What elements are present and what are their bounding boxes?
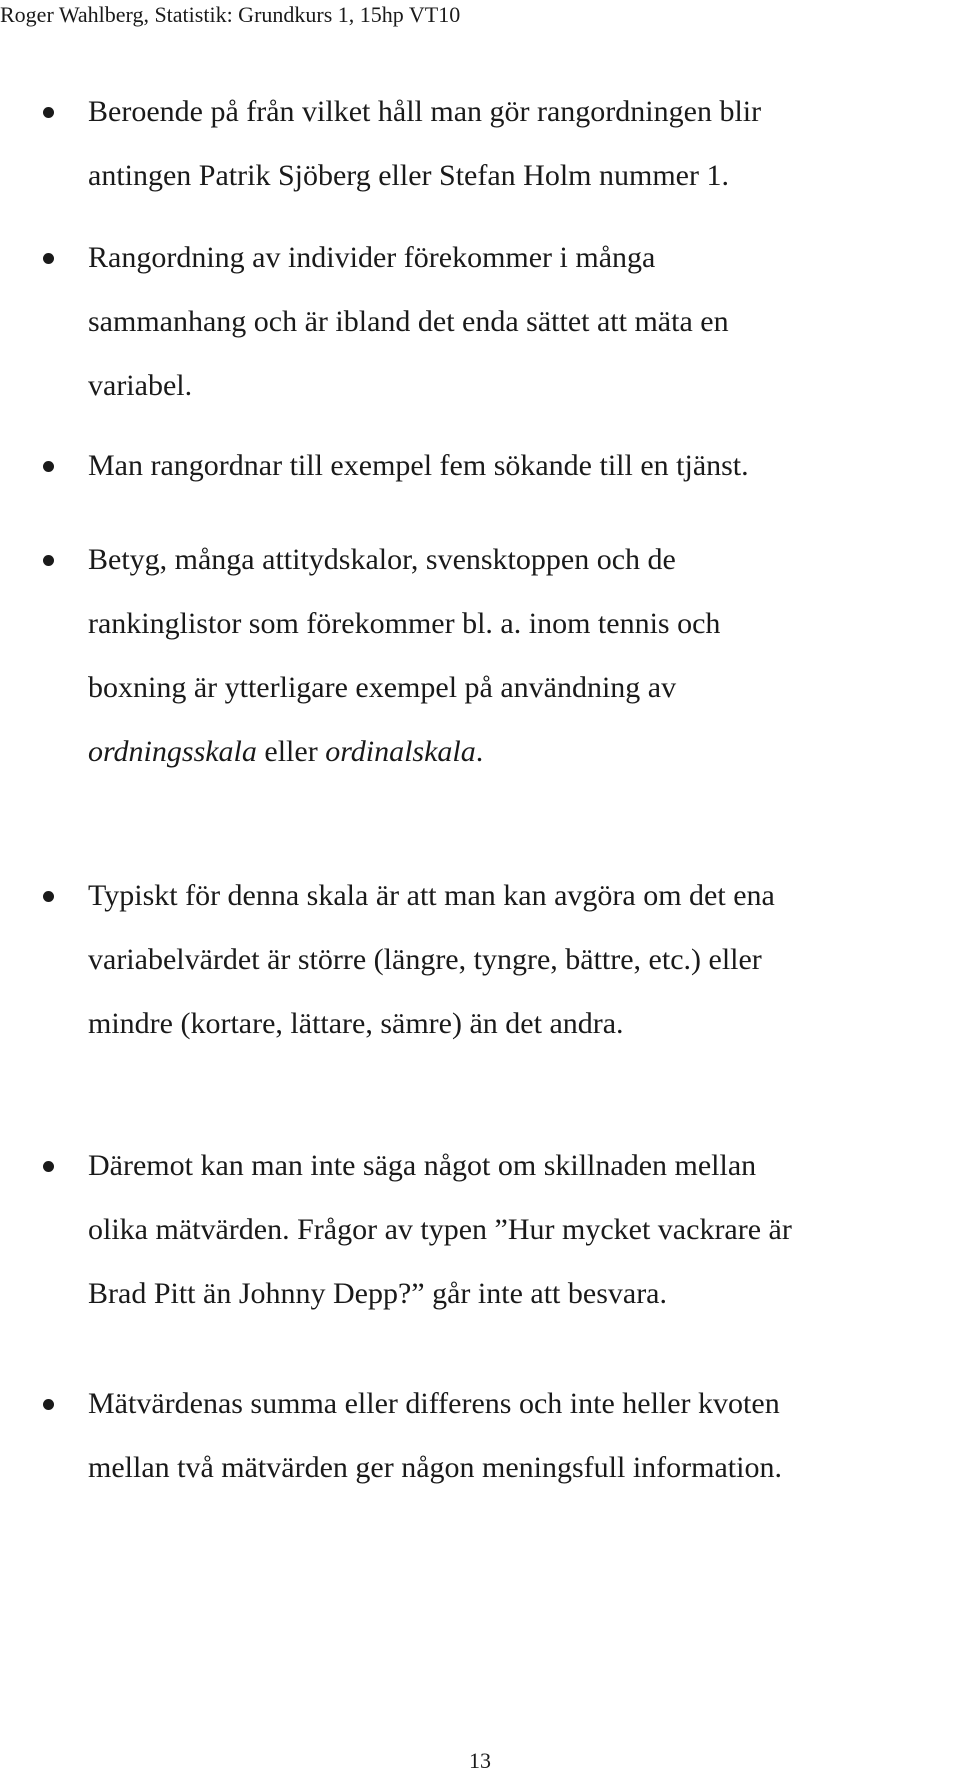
- term-connector: eller: [256, 735, 326, 768]
- bullet-line: Mätvärdenas summa eller differens och inte heller kvoten: [88, 1387, 780, 1420]
- bullet-line: variabel.: [88, 369, 193, 402]
- bullet-line: rankinglistor som förekommer bl. a. inom tennis och: [88, 607, 721, 640]
- term-ordinalskala: ordinalskala: [325, 735, 476, 768]
- bullet-dot-icon: [43, 107, 54, 118]
- bullet-line: Man rangordnar till exempel fem sökande till en tjänst.: [88, 449, 749, 482]
- bullet-line: antingen Patrik Sjöberg eller Stefan Holm nummer 1.: [88, 159, 729, 192]
- bullet-line: Rangordning av individer förekommer i många: [88, 241, 656, 274]
- bullet-item: [88, 226, 958, 418]
- bullet-line: variabelvärdet är större (längre, tyngre, bättre, etc.) eller: [88, 943, 762, 976]
- bullet-line: [88, 720, 958, 784]
- page-number: 13: [469, 1748, 491, 1773]
- term-end: .: [475, 735, 484, 768]
- bullet-line: olika mätvärden. Frågor av typen ”Hur mycket vackrare är: [88, 1213, 792, 1246]
- bullet-line: Brad Pitt än Johnny Depp?” går inte att besvara.: [88, 1277, 667, 1310]
- bullet-dot-icon: [43, 253, 54, 264]
- term-ordningsskala: ordningsskala: [88, 735, 257, 768]
- bullet-line: mellan två mätvärden ger någon meningsfull information.: [88, 1451, 782, 1484]
- bullet-dot-icon: [43, 555, 54, 566]
- bullet-line: mindre (kortare, lättare, sämre) än det andra.: [88, 1007, 624, 1040]
- bullet-item: [88, 1134, 958, 1326]
- bullet-dot-icon: [43, 461, 54, 472]
- bullet-line: boxning är ytterligare exempel på användning av: [88, 671, 677, 704]
- bullet-line: Beroende på från vilket håll man gör rangordningen blir: [88, 95, 762, 128]
- bullet-dot-icon: [43, 891, 54, 902]
- bullet-dot-icon: [43, 1161, 54, 1172]
- bullet-dot-icon: [43, 1399, 54, 1410]
- bullet-line: sammanhang och är ibland det enda sättet att mäta en: [88, 305, 729, 338]
- bullet-line: Betyg, många attitydskalor, svensktoppen och de: [88, 543, 676, 576]
- bullet-item: [88, 1372, 958, 1500]
- running-header: Roger Wahlberg, Statistik: Grundkurs 1, 15hp VT10: [0, 2, 461, 27]
- bullet-item: [88, 434, 958, 498]
- bullet-item: [88, 864, 958, 1056]
- bullet-item: [88, 80, 958, 208]
- bullet-line: Typiskt för denna skala är att man kan avgöra om det ena: [88, 879, 775, 912]
- bullet-item: [88, 528, 958, 784]
- bullet-line: Däremot kan man inte säga något om skillnaden mellan: [88, 1149, 757, 1182]
